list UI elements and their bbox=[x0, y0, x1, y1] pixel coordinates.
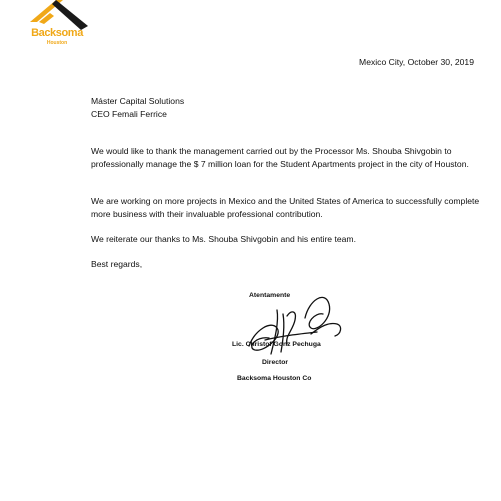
paragraph-projects: We are working on more projects in Mexico and the United States of America to successfully complete more business with their invaluable professional contribution. bbox=[91, 196, 480, 219]
signer-name: Lic. Christof Gonz Pechuga bbox=[232, 341, 321, 348]
signer-title: Director bbox=[262, 359, 289, 366]
company-logo bbox=[26, 0, 90, 50]
signer-company: Backsoma Houston Co bbox=[237, 375, 312, 382]
paragraph-reiterate: We reiterate our thanks to Ms. Shouba Shivgobin and his entire team. bbox=[91, 234, 356, 244]
signature-atentamente: Atentamente bbox=[249, 292, 291, 299]
recipient-block bbox=[91, 95, 184, 121]
recipient-company: Máster Capital Solutions bbox=[91, 96, 185, 106]
closing-text: Best regards, bbox=[91, 259, 143, 269]
letter-date: Mexico City, October 30, 2019 bbox=[359, 57, 474, 67]
logo-subtitle: Houston bbox=[46, 40, 68, 46]
paragraph-thanks: We would like to thank the management carried out by the Processor Ms. Shouba Shivgobin to professionally manage the $ 7 million loan for the Student Apartments project in the city of Houston. bbox=[91, 146, 469, 169]
logo-name: Backsoma bbox=[31, 27, 83, 39]
recipient-person: CEO Femali Ferrice bbox=[91, 109, 167, 119]
